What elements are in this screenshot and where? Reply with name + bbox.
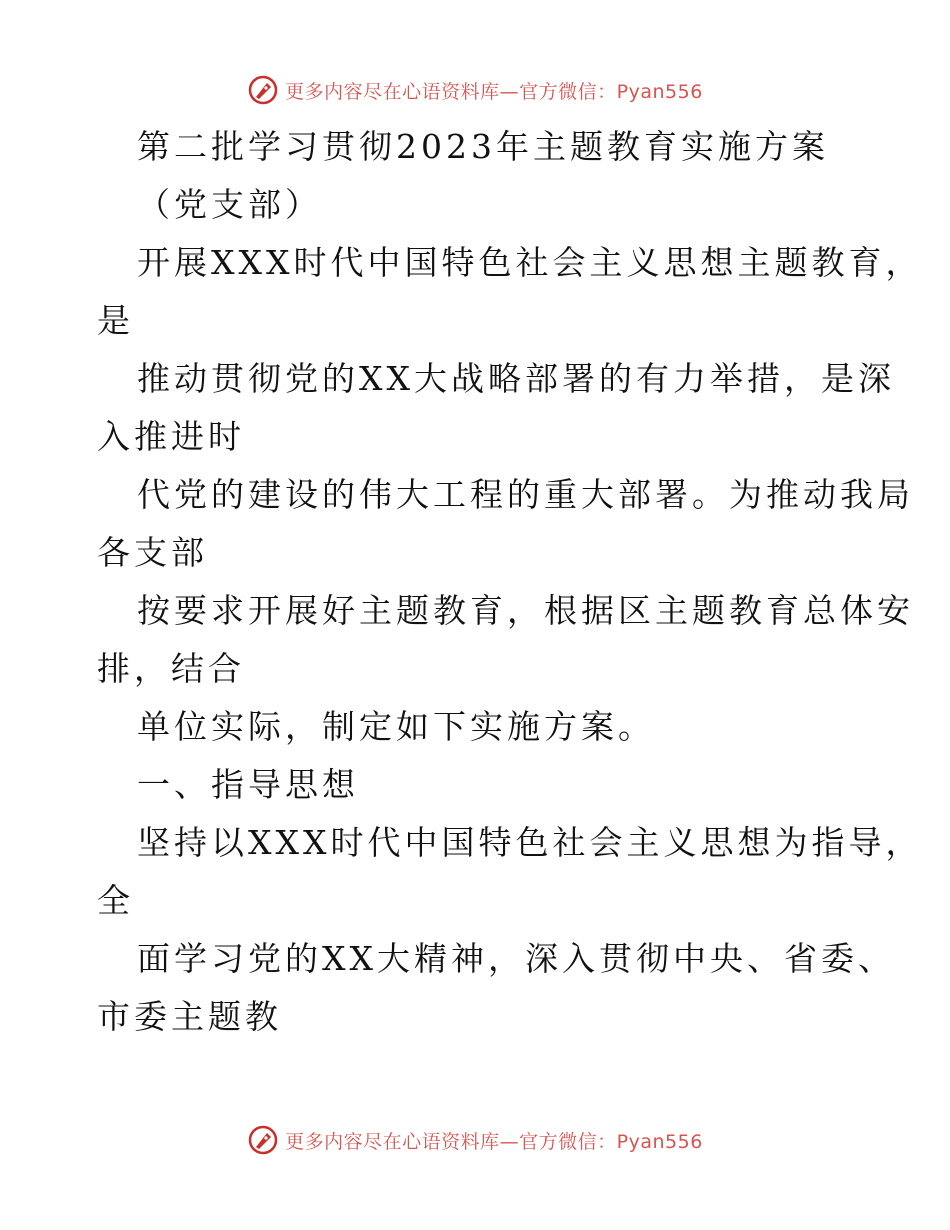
paragraph-line: 入推进时 bbox=[97, 417, 245, 456]
section-heading: 一、指导思想 bbox=[137, 765, 359, 804]
pen-nib-circle-icon bbox=[247, 74, 279, 106]
watermark-text-bottom: 更多内容尽在心语资料库—官方微信：Pyan556 bbox=[285, 1130, 703, 1153]
paragraph-line: 市委主题教 bbox=[97, 997, 282, 1036]
paragraph-line: 是 bbox=[97, 301, 134, 340]
document-title: 第二批学习贯彻2023年主题教育实施方案 bbox=[137, 127, 829, 166]
paragraph-line: 单位实际，制定如下实施方案。 bbox=[137, 707, 655, 746]
paragraph-line: 坚持以XXX时代中国特色社会主义思想为指导， bbox=[137, 823, 923, 862]
paragraph-line: 按要求开展好主题教育，根据区主题教育总体安 bbox=[137, 591, 914, 630]
watermark-banner-bottom bbox=[0, 1120, 950, 1160]
paragraph-line: 代党的建设的伟大工程的重大部署。为推动我局 bbox=[137, 475, 914, 514]
watermark-text-top: 更多内容尽在心语资料库—官方微信：Pyan556 bbox=[285, 80, 703, 103]
paragraph-line: 各支部 bbox=[97, 533, 208, 572]
paragraph-line: 全 bbox=[97, 881, 134, 920]
document-subtitle: （党支部） bbox=[137, 185, 322, 224]
watermark-banner-top bbox=[0, 70, 950, 110]
paragraph-line: 排，结合 bbox=[97, 649, 245, 688]
paragraph-line: 开展XXX时代中国特色社会主义思想主题教育， bbox=[137, 243, 923, 282]
pen-nib-circle-icon bbox=[247, 1124, 279, 1156]
paragraph-line: 推动贯彻党的XX大战略部署的有力举措，是深 bbox=[137, 359, 895, 398]
document-body bbox=[97, 118, 923, 1046]
paragraph-line: 面学习党的XX大精神，深入贯彻中央、省委、 bbox=[137, 939, 895, 978]
